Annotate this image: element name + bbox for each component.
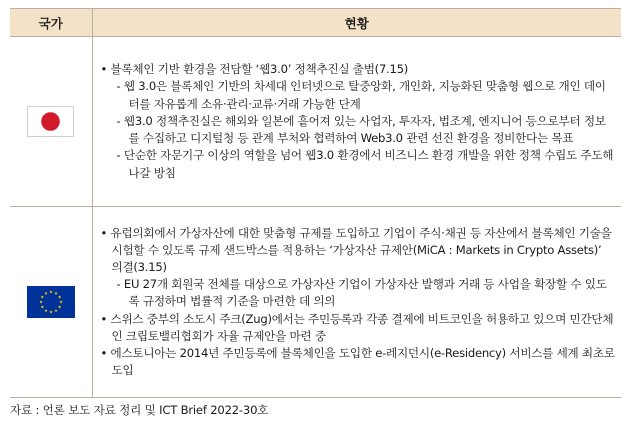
table-header-row bbox=[10, 9, 621, 37]
bullet-item: • 유럽의회에서 가상자산에 대한 맞춤형 규제를 도입하고 기업이 주식·채권 등 자산에서 블록체인 기술을 시험할 수 있도록 규제 샌드박스를 적용하는 ‘가상자산 규제안(MiCA : Markets in Crypto Assets)’ 의결(3.15) bbox=[100, 225, 612, 274]
header-status: 현황 bbox=[92, 9, 621, 37]
eu-flag-icon bbox=[27, 286, 75, 318]
status-cell-eu bbox=[92, 207, 621, 398]
sub-item: - EU 27개 회원국 전체를 대상으로 가상자산 기업이 가상자산 발행과 거래 등 사업을 확장할 수 있도록 규정하며 법률적 기준을 마련한 데 의의 bbox=[116, 277, 607, 309]
country-status-table bbox=[10, 8, 621, 398]
flag-cell-japan bbox=[10, 37, 92, 207]
sub-item: - 단순한 자문기구 이상의 역할을 넘어 웹3.0 환경에서 비즈니스 환경 개발을 위한 정책 수립도 주도해 나갈 방침 bbox=[116, 148, 614, 180]
source-note: 자료 : 언론 보도 자료 정리 및 ICT Brief 2022-30호 bbox=[10, 403, 269, 417]
status-cell-japan bbox=[92, 37, 621, 207]
status-list-japan bbox=[93, 57, 622, 185]
japan-flag-icon bbox=[27, 106, 74, 137]
table-row-eu bbox=[10, 207, 621, 398]
header-country: 국가 bbox=[10, 9, 92, 37]
bullet-item: • 스위스 중부의 소도시 주크(Zug)에서는 주민등록과 각종 결제에 비트코인을 허용하고 있으며 민간단체인 크립토밸리협회가 자율 규제안을 마련 중 bbox=[100, 311, 614, 343]
flag-cell-eu bbox=[10, 207, 92, 398]
status-list-eu bbox=[93, 221, 622, 384]
bullet-item: • 에스토니아는 2014년 주민등록에 블록체인을 도입한 e-레지던시(e-Residency) 서비스를 세계 최초로 도입 bbox=[100, 346, 615, 378]
sub-item: - 웹3.0 정책추진실은 해외와 일본에 흩어져 있는 사업자, 투자자, 법조계, 엔지니어 등으로부터 정보를 수집하고 디지털청 등 관계 부처와 협력하여 Web3.0 관련 선진 환경을 정비한다는 목표 bbox=[116, 113, 606, 146]
bullet-item: • 블록체인 기반 환경을 전담할 ‘웹3.0’ 정책추진실 출범(7.15) bbox=[100, 62, 409, 77]
sub-item: - 웹 3.0은 블록체인 기반의 차세대 인터넷으로 탈중앙화, 개인화, 지능화된 맞춤형 웹으로 개인 데이터를 자유롭게 소유·관리·교류·거래 가능한 단계 bbox=[116, 79, 606, 111]
table-row-japan bbox=[10, 37, 621, 207]
